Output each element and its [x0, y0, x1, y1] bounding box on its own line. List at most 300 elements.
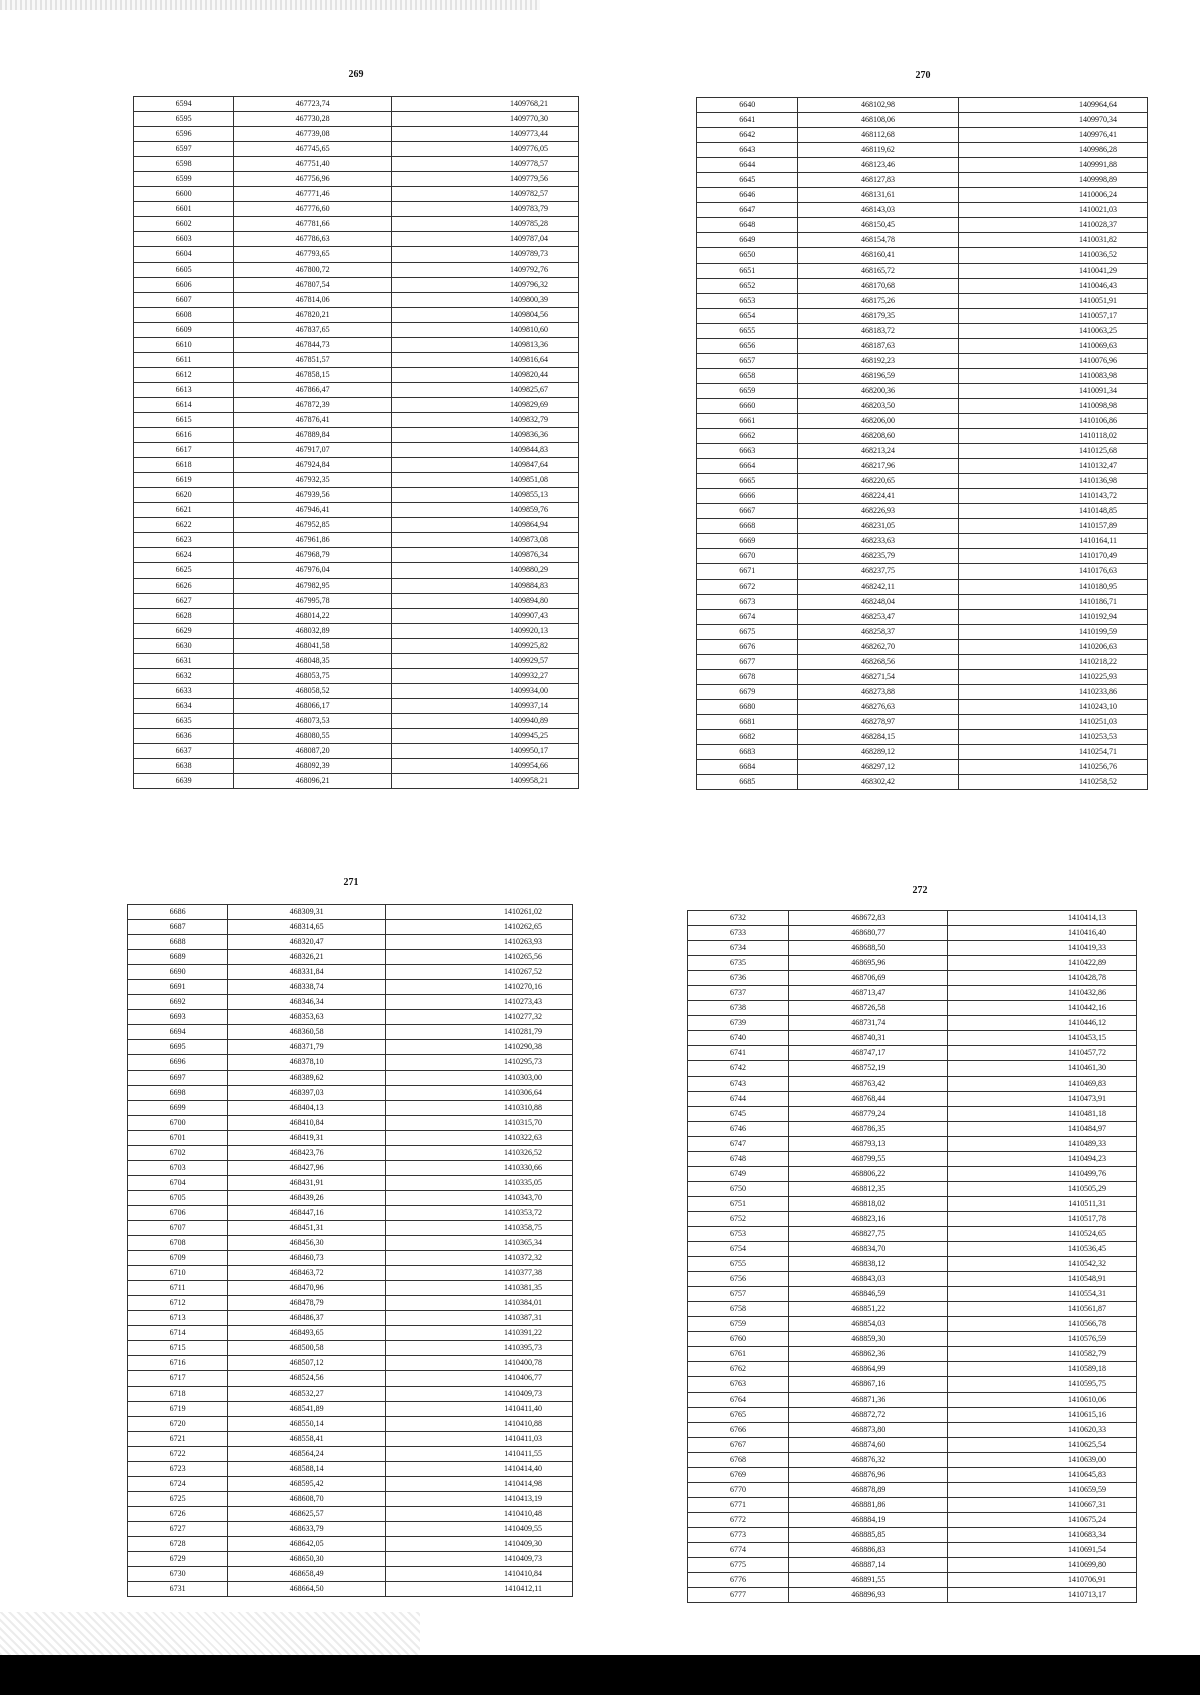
y-coordinate: 1409945,25 — [392, 728, 579, 743]
point-number: 6665 — [697, 474, 798, 489]
point-number: 6734 — [688, 941, 789, 956]
y-coordinate: 1410548,91 — [948, 1272, 1137, 1287]
y-coordinate: 1410118,02 — [958, 429, 1147, 444]
x-coordinate: 467739,08 — [234, 127, 392, 142]
y-coordinate: 1410524,65 — [948, 1226, 1137, 1241]
x-coordinate: 468196,59 — [798, 368, 958, 383]
table-row — [697, 203, 1148, 218]
x-coordinate: 468206,00 — [798, 413, 958, 428]
y-coordinate: 1410413,19 — [386, 1491, 573, 1506]
point-number: 6745 — [688, 1106, 789, 1121]
table-row — [688, 1106, 1137, 1121]
point-number: 6769 — [688, 1467, 789, 1482]
table-row — [134, 759, 579, 774]
point-number: 6655 — [697, 323, 798, 338]
table-row — [697, 564, 1148, 579]
y-coordinate: 1410691,54 — [948, 1542, 1137, 1557]
point-number: 6637 — [134, 744, 234, 759]
x-coordinate: 468092,39 — [234, 759, 392, 774]
point-number: 6602 — [134, 217, 234, 232]
table-row — [134, 623, 579, 638]
point-number: 6746 — [688, 1121, 789, 1136]
x-coordinate: 468688,50 — [789, 941, 948, 956]
y-coordinate: 1410473,91 — [948, 1091, 1137, 1106]
point-number: 6767 — [688, 1437, 789, 1452]
point-number: 6696 — [128, 1055, 228, 1070]
x-coordinate: 468102,98 — [798, 98, 958, 113]
y-coordinate: 1410419,33 — [948, 941, 1137, 956]
x-coordinate: 468793,13 — [789, 1136, 948, 1151]
y-coordinate: 1410106,86 — [958, 413, 1147, 428]
point-number: 6679 — [697, 684, 798, 699]
table-row — [697, 729, 1148, 744]
point-number: 6727 — [128, 1521, 228, 1536]
point-number: 6683 — [697, 745, 798, 760]
table-row — [128, 1130, 573, 1145]
table-row — [134, 608, 579, 623]
x-coordinate: 468664,50 — [228, 1582, 386, 1597]
x-coordinate: 468108,06 — [798, 113, 958, 128]
y-coordinate: 1410330,66 — [386, 1160, 573, 1175]
table-row — [688, 1573, 1137, 1588]
point-number: 6622 — [134, 518, 234, 533]
y-coordinate: 1410416,40 — [948, 926, 1137, 941]
point-number: 6692 — [128, 995, 228, 1010]
point-number: 6676 — [697, 639, 798, 654]
table-row — [134, 217, 579, 232]
table-row — [688, 1512, 1137, 1527]
point-number: 6730 — [128, 1567, 228, 1582]
x-coordinate: 468242,11 — [798, 579, 958, 594]
x-coordinate: 468248,04 — [798, 594, 958, 609]
table-row — [688, 1527, 1137, 1542]
point-number: 6774 — [688, 1542, 789, 1557]
y-coordinate: 1410253,53 — [958, 729, 1147, 744]
point-number: 6638 — [134, 759, 234, 774]
point-number: 6651 — [697, 263, 798, 278]
table-row — [134, 202, 579, 217]
x-coordinate: 468220,65 — [798, 474, 958, 489]
point-number: 6682 — [697, 729, 798, 744]
y-coordinate: 1410041,29 — [958, 263, 1147, 278]
page-number-272: 272 — [912, 885, 928, 896]
table-row — [134, 292, 579, 307]
x-coordinate: 468326,21 — [228, 950, 386, 965]
x-coordinate: 468878,89 — [789, 1482, 948, 1497]
y-coordinate: 1410270,16 — [386, 980, 573, 995]
point-number: 6631 — [134, 653, 234, 668]
y-coordinate: 1409950,17 — [392, 744, 579, 759]
table-row — [688, 956, 1137, 971]
table-row — [128, 1115, 573, 1130]
x-coordinate: 467858,15 — [234, 367, 392, 382]
table-row — [697, 594, 1148, 609]
table-row — [697, 714, 1148, 729]
y-coordinate: 1409844,83 — [392, 443, 579, 458]
x-coordinate: 468786,35 — [789, 1121, 948, 1136]
table-row — [134, 563, 579, 578]
table-row — [134, 713, 579, 728]
y-coordinate: 1409884,83 — [392, 578, 579, 593]
table-row — [697, 579, 1148, 594]
point-number: 6713 — [128, 1311, 228, 1326]
table-row — [697, 699, 1148, 714]
point-number: 6772 — [688, 1512, 789, 1527]
point-number: 6757 — [688, 1287, 789, 1302]
point-number: 6751 — [688, 1196, 789, 1211]
table-row — [697, 293, 1148, 308]
point-number: 6626 — [134, 578, 234, 593]
x-coordinate: 468799,55 — [789, 1151, 948, 1166]
y-coordinate: 1410395,73 — [386, 1341, 573, 1356]
table-row — [697, 218, 1148, 233]
table-row — [697, 474, 1148, 489]
y-coordinate: 1410176,63 — [958, 564, 1147, 579]
x-coordinate: 468268,56 — [798, 654, 958, 669]
point-number: 6652 — [697, 278, 798, 293]
point-number: 6612 — [134, 367, 234, 382]
x-coordinate: 468284,15 — [798, 729, 958, 744]
y-coordinate: 1410206,63 — [958, 639, 1147, 654]
y-coordinate: 1410554,31 — [948, 1287, 1137, 1302]
point-number: 6664 — [697, 459, 798, 474]
table-row — [128, 1356, 573, 1371]
table-row — [134, 157, 579, 172]
point-number: 6689 — [128, 950, 228, 965]
point-number: 6739 — [688, 1016, 789, 1031]
y-coordinate: 1410387,31 — [386, 1311, 573, 1326]
table-row — [688, 1121, 1137, 1136]
point-number: 6633 — [134, 683, 234, 698]
point-number: 6738 — [688, 1001, 789, 1016]
point-number: 6733 — [688, 926, 789, 941]
x-coordinate: 468397,03 — [228, 1085, 386, 1100]
y-coordinate: 1410295,73 — [386, 1055, 573, 1070]
y-coordinate: 1409785,28 — [392, 217, 579, 232]
point-number: 6729 — [128, 1552, 228, 1567]
point-number: 6619 — [134, 473, 234, 488]
y-coordinate: 1410442,16 — [948, 1001, 1137, 1016]
point-number: 6705 — [128, 1190, 228, 1205]
table-row — [697, 128, 1148, 143]
table-row — [697, 624, 1148, 639]
x-coordinate: 467820,21 — [234, 307, 392, 322]
point-number: 6686 — [128, 905, 228, 920]
x-coordinate: 468096,21 — [234, 774, 392, 789]
point-number: 6675 — [697, 624, 798, 639]
y-coordinate: 1410457,72 — [948, 1046, 1137, 1061]
point-number: 6709 — [128, 1251, 228, 1266]
point-number: 6687 — [128, 920, 228, 935]
table-row — [688, 1001, 1137, 1016]
y-coordinate: 1410461,30 — [948, 1061, 1137, 1076]
y-coordinate: 1410595,75 — [948, 1377, 1137, 1392]
table-row — [688, 1196, 1137, 1211]
table-row — [128, 1371, 573, 1386]
point-number: 6661 — [697, 413, 798, 428]
point-number: 6678 — [697, 669, 798, 684]
x-coordinate: 468706,69 — [789, 971, 948, 986]
point-number: 6613 — [134, 382, 234, 397]
y-coordinate: 1409925,82 — [392, 638, 579, 653]
scan-noise-top — [0, 0, 540, 10]
table-row — [128, 1010, 573, 1025]
table-row — [688, 1377, 1137, 1392]
table-row — [688, 1091, 1137, 1106]
x-coordinate: 468127,83 — [798, 173, 958, 188]
page-number-269: 269 — [348, 69, 364, 80]
y-coordinate: 1410699,80 — [948, 1558, 1137, 1573]
table-row — [688, 1211, 1137, 1226]
point-number: 6595 — [134, 112, 234, 127]
table-row — [688, 986, 1137, 1001]
x-coordinate: 468843,03 — [789, 1272, 948, 1287]
y-coordinate: 1410372,32 — [386, 1251, 573, 1266]
y-coordinate: 1410659,59 — [948, 1482, 1137, 1497]
point-number: 6616 — [134, 428, 234, 443]
point-number: 6698 — [128, 1085, 228, 1100]
y-coordinate: 1410186,71 — [958, 594, 1147, 609]
y-coordinate: 1410561,87 — [948, 1302, 1137, 1317]
point-number: 6762 — [688, 1362, 789, 1377]
point-number: 6728 — [128, 1536, 228, 1551]
point-number: 6658 — [697, 368, 798, 383]
table-row — [697, 368, 1148, 383]
table-row — [128, 1416, 573, 1431]
point-number: 6598 — [134, 157, 234, 172]
table-row — [134, 548, 579, 563]
x-coordinate: 468812,35 — [789, 1181, 948, 1196]
point-number: 6735 — [688, 956, 789, 971]
point-number: 6601 — [134, 202, 234, 217]
table-row — [128, 980, 573, 995]
table-row — [688, 1061, 1137, 1076]
table-row — [697, 173, 1148, 188]
x-coordinate: 468493,65 — [228, 1326, 386, 1341]
x-coordinate: 467781,66 — [234, 217, 392, 232]
x-coordinate: 468048,35 — [234, 653, 392, 668]
table-row — [697, 429, 1148, 444]
x-coordinate: 467723,74 — [234, 97, 392, 112]
y-coordinate: 1410422,89 — [948, 956, 1137, 971]
x-coordinate: 468123,46 — [798, 158, 958, 173]
y-coordinate: 1410620,33 — [948, 1422, 1137, 1437]
table-row — [688, 1166, 1137, 1181]
point-number: 6621 — [134, 503, 234, 518]
y-coordinate: 1409778,57 — [392, 157, 579, 172]
table-row — [128, 1311, 573, 1326]
table-row — [134, 367, 579, 382]
table-row — [697, 775, 1148, 790]
y-coordinate: 1410410,88 — [386, 1416, 573, 1431]
point-number: 6670 — [697, 549, 798, 564]
point-number: 6603 — [134, 232, 234, 247]
y-coordinate: 1410353,72 — [386, 1205, 573, 1220]
table-row — [688, 1016, 1137, 1031]
x-coordinate: 468360,58 — [228, 1025, 386, 1040]
x-coordinate: 467807,54 — [234, 277, 392, 292]
table-row — [128, 1145, 573, 1160]
point-number: 6736 — [688, 971, 789, 986]
y-coordinate: 1410256,76 — [958, 760, 1147, 775]
table-row — [134, 653, 579, 668]
table-row — [688, 1317, 1137, 1332]
point-number: 6740 — [688, 1031, 789, 1046]
point-number: 6712 — [128, 1296, 228, 1311]
y-coordinate: 1410406,77 — [386, 1371, 573, 1386]
point-number: 6763 — [688, 1377, 789, 1392]
y-coordinate: 1410263,93 — [386, 935, 573, 950]
x-coordinate: 468208,60 — [798, 429, 958, 444]
point-number: 6606 — [134, 277, 234, 292]
x-coordinate: 467800,72 — [234, 262, 392, 277]
x-coordinate: 468872,72 — [789, 1407, 948, 1422]
x-coordinate: 468338,74 — [228, 980, 386, 995]
point-number: 6684 — [697, 760, 798, 775]
table-row — [697, 338, 1148, 353]
point-number: 6775 — [688, 1558, 789, 1573]
x-coordinate: 468633,79 — [228, 1521, 386, 1536]
x-coordinate: 468165,72 — [798, 263, 958, 278]
table-row — [134, 728, 579, 743]
y-coordinate: 1410021,03 — [958, 203, 1147, 218]
x-coordinate: 467924,84 — [234, 458, 392, 473]
table-row — [128, 1040, 573, 1055]
x-coordinate: 468891,55 — [789, 1573, 948, 1588]
table-row — [688, 1272, 1137, 1287]
table-row — [697, 639, 1148, 654]
table-row — [697, 248, 1148, 263]
table-row — [134, 593, 579, 608]
point-number: 6640 — [697, 98, 798, 113]
x-coordinate: 467844,73 — [234, 337, 392, 352]
table-row — [688, 1347, 1137, 1362]
y-coordinate: 1409986,28 — [958, 143, 1147, 158]
x-coordinate: 467786,63 — [234, 232, 392, 247]
y-coordinate: 1410377,38 — [386, 1266, 573, 1281]
table-row — [128, 1326, 573, 1341]
x-coordinate: 468695,96 — [789, 956, 948, 971]
point-number: 6634 — [134, 698, 234, 713]
x-coordinate: 468658,49 — [228, 1567, 386, 1582]
table-row — [134, 533, 579, 548]
point-number: 6620 — [134, 488, 234, 503]
table-row — [128, 1296, 573, 1311]
y-coordinate: 1409847,64 — [392, 458, 579, 473]
x-coordinate: 468276,63 — [798, 699, 958, 714]
x-coordinate: 468378,10 — [228, 1055, 386, 1070]
y-coordinate: 1409804,56 — [392, 307, 579, 322]
x-coordinate: 468331,84 — [228, 965, 386, 980]
table-row — [134, 337, 579, 352]
page-number-271: 271 — [343, 877, 359, 888]
x-coordinate: 468896,93 — [789, 1588, 948, 1603]
point-number: 6668 — [697, 519, 798, 534]
x-coordinate: 468175,26 — [798, 293, 958, 308]
x-coordinate: 468460,73 — [228, 1251, 386, 1266]
y-coordinate: 1410315,70 — [386, 1115, 573, 1130]
x-coordinate: 468747,17 — [789, 1046, 948, 1061]
y-coordinate: 1410667,31 — [948, 1497, 1137, 1512]
table-row — [697, 323, 1148, 338]
y-coordinate: 1409832,79 — [392, 412, 579, 427]
coordinate-table-270 — [696, 97, 1148, 790]
y-coordinate: 1410542,32 — [948, 1257, 1137, 1272]
scan-edge-black — [0, 1655, 1200, 1695]
y-coordinate: 1410057,17 — [958, 308, 1147, 323]
x-coordinate: 468080,55 — [234, 728, 392, 743]
table-row — [688, 1437, 1137, 1452]
table-row — [697, 745, 1148, 760]
point-number: 6699 — [128, 1100, 228, 1115]
y-coordinate: 1410277,32 — [386, 1010, 573, 1025]
x-coordinate: 468439,26 — [228, 1190, 386, 1205]
table-row — [134, 488, 579, 503]
point-number: 6695 — [128, 1040, 228, 1055]
x-coordinate: 468112,68 — [798, 128, 958, 143]
table-row — [128, 920, 573, 935]
coordinate-table-269 — [133, 96, 579, 789]
x-coordinate: 467876,41 — [234, 412, 392, 427]
table-row — [128, 1386, 573, 1401]
point-number: 6653 — [697, 293, 798, 308]
table-row — [134, 232, 579, 247]
y-coordinate: 1409880,29 — [392, 563, 579, 578]
x-coordinate: 468871,36 — [789, 1392, 948, 1407]
table-row — [128, 1055, 573, 1070]
table-row — [688, 1302, 1137, 1317]
x-coordinate: 468427,96 — [228, 1160, 386, 1175]
point-number: 6768 — [688, 1452, 789, 1467]
point-number: 6760 — [688, 1332, 789, 1347]
y-coordinate: 1410091,34 — [958, 383, 1147, 398]
x-coordinate: 467776,60 — [234, 202, 392, 217]
point-number: 6654 — [697, 308, 798, 323]
y-coordinate: 1409894,80 — [392, 593, 579, 608]
x-coordinate: 468253,47 — [798, 609, 958, 624]
y-coordinate: 1410706,91 — [948, 1573, 1137, 1588]
point-number: 6750 — [688, 1181, 789, 1196]
table-row — [697, 308, 1148, 323]
x-coordinate: 467756,96 — [234, 172, 392, 187]
y-coordinate: 1410412,11 — [386, 1582, 573, 1597]
point-number: 6647 — [697, 203, 798, 218]
point-number: 6771 — [688, 1497, 789, 1512]
table-row — [697, 609, 1148, 624]
y-coordinate: 1410365,34 — [386, 1236, 573, 1251]
table-row — [134, 127, 579, 142]
point-number: 6617 — [134, 443, 234, 458]
table-row — [128, 995, 573, 1010]
y-coordinate: 1409820,44 — [392, 367, 579, 382]
point-number: 6756 — [688, 1272, 789, 1287]
y-coordinate: 1409836,36 — [392, 428, 579, 443]
point-number: 6594 — [134, 97, 234, 112]
x-coordinate: 467952,85 — [234, 518, 392, 533]
x-coordinate: 468864,99 — [789, 1362, 948, 1377]
y-coordinate: 1409998,89 — [958, 173, 1147, 188]
table-row — [134, 352, 579, 367]
point-number: 6697 — [128, 1070, 228, 1085]
y-coordinate: 1410582,79 — [948, 1347, 1137, 1362]
y-coordinate: 1410046,43 — [958, 278, 1147, 293]
table-row — [128, 1160, 573, 1175]
point-number: 6656 — [697, 338, 798, 353]
table-row — [128, 1567, 573, 1582]
x-coordinate: 468500,58 — [228, 1341, 386, 1356]
x-coordinate: 468608,70 — [228, 1491, 386, 1506]
point-number: 6759 — [688, 1317, 789, 1332]
